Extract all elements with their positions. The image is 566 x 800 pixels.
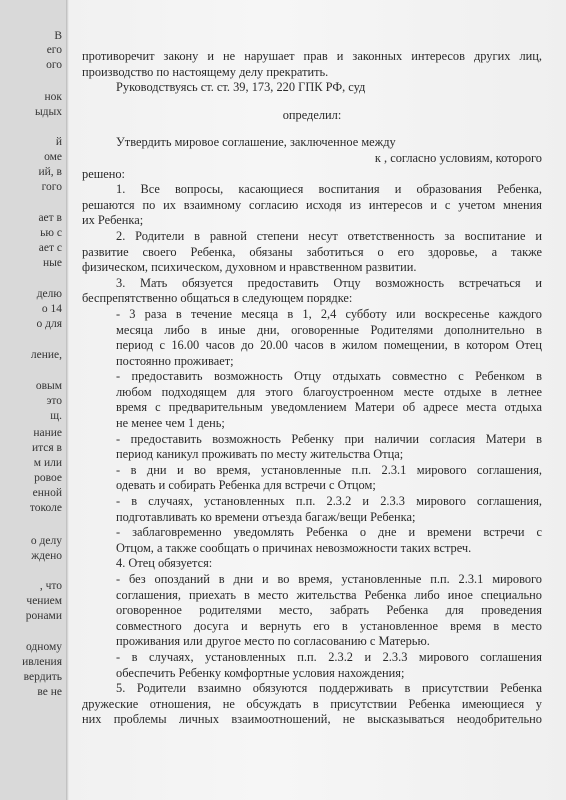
text-line: совместного досуга и вернуть его в установленное время в место: [116, 618, 542, 633]
fragment-line: о делу: [30, 535, 62, 547]
text-line: 1. Все вопросы, касающиеся воспитания и образования Ребенка,: [116, 182, 542, 197]
fragment-line: й: [55, 136, 62, 148]
fragment-line: нок: [44, 91, 62, 103]
paragraph-gap: [82, 96, 542, 108]
fragment-line: ого: [46, 59, 62, 71]
text-line: подготавливать ко времени отъезда багаж/вещи Ребенка;: [116, 509, 416, 524]
text-line: - предоставить возможность Отцу отдыхать совместно с Ребенком в: [116, 369, 542, 384]
fragment-line: оме: [44, 151, 62, 163]
fragment-line: ает с: [38, 242, 62, 254]
fragment-line: ждено: [31, 550, 62, 562]
fragment-line: вердить: [23, 671, 62, 683]
text-line: не менее чем 1 день;: [116, 416, 225, 431]
fragment-line: ронами: [25, 610, 62, 622]
text-line: постоянно проживает;: [116, 353, 234, 368]
text-line: период с 16.00 часов до 20.00 часов в жилом помещении, в котором Отец: [116, 338, 542, 353]
text-line: месяца либо в иные дни, оговоренные Родителями дополнительно в: [116, 322, 542, 337]
text-line: - в случаях, установленных п.п. 2.3.2 и 2.3.3 мирового соглашения,: [116, 494, 542, 509]
text-line: 4. Отец обязуется:: [116, 556, 213, 571]
fragment-line: это: [46, 395, 62, 407]
text-line: решаются по их взаимному согласию исходя из интересов и с учетом мнения: [82, 197, 542, 212]
fragment-line: о 14: [41, 303, 62, 315]
text-line: - 3 раза в течение месяца в 1, 2,4 субботу или воскресенье каждого: [116, 306, 542, 321]
fragment-line: щ.: [50, 410, 62, 422]
text-line: беспрепятственно общаться в следующем порядке:: [82, 291, 353, 306]
text-line: Утвердить мировое соглашение, заключенное между: [116, 135, 396, 150]
fragment-line: В: [54, 30, 62, 42]
fragment-line: о для: [36, 318, 62, 330]
text-line: одевать и собирать Ребенка для встречи с Отцом;: [116, 478, 376, 493]
text-line: - в случаях, установленных п.п. 2.3.2 и 2.3.3 мирового соглашения: [116, 649, 542, 664]
text-line: оговоренное родителями место, забрать Ребенка для проведения: [116, 603, 542, 618]
text-line: - в дни и во время, установленные п.п. 2.3.1 мирового соглашения,: [116, 462, 542, 477]
text-line: - предоставить возможность Ребенку при наличии согласия Матери в: [116, 431, 542, 446]
text-line: производство по настоящему делу прекратить.: [82, 64, 329, 79]
fragment-line: делю: [36, 288, 62, 300]
text-line: Отцом, а также сообщать о причинах невозможности таких встреч.: [116, 540, 472, 555]
fragment-line: ные: [43, 257, 62, 269]
fragment-line: ве не: [37, 686, 62, 698]
text-line: - без опозданий в дни и во время, установленные п.п. 2.3.1 мирового: [116, 572, 542, 586]
fragment-line: ление,: [30, 349, 62, 361]
text-line: физическом, психическом, духовном и нравственном развитии.: [82, 260, 417, 275]
fragment-line: м или: [33, 457, 62, 469]
text-line: к , согласно условиям, которого: [374, 150, 542, 165]
fragment-line: енной: [32, 487, 62, 499]
fragment-line: ровое: [34, 472, 62, 484]
text-line: развитие своего Ребенка, обязаны заботиться о его здоровье, а также: [82, 244, 542, 259]
text-line: обеспечить Ребенку комфортные условия нахождения;: [116, 665, 405, 680]
text-line: время с предварительным уведомлением Матери об адресе места отдыха: [116, 400, 542, 415]
fragment-line: токоле: [29, 502, 62, 514]
fragment-line: ью с: [40, 227, 62, 239]
fragment-line: ится в: [31, 442, 62, 454]
text-line: 3. Мать обязуется предоставить Отцу возможность встречаться и: [116, 275, 542, 290]
text-line: 5. Родители взаимно обязуются поддерживать в присутствии Ребенка: [116, 681, 542, 696]
previous-page-fragment: [0, 0, 68, 800]
text-line: дружеские отношения, не обсуждать в присутствии Ребенка имеющиеся у: [82, 696, 542, 711]
fragment-line: одному: [26, 641, 62, 653]
fragment-line: его: [46, 44, 62, 56]
document-text: [82, 49, 542, 728]
section-heading: определил:: [282, 107, 342, 122]
text-line: решено:: [82, 166, 126, 181]
text-line: - заблаговременно уведомлять Ребенка о дне и времени встречи с: [116, 525, 542, 540]
text-line: них проблемы личных взаимоотношений, не высказываться неодобрительно: [82, 712, 542, 727]
document-page: [69, 0, 566, 800]
fragment-line: нание: [33, 427, 62, 439]
fragment-line: ий, в: [38, 166, 62, 178]
text-line: период каникул проживать по месту жительства Отца;: [116, 447, 404, 462]
text-line: соглашения, приехать в место жительства Ребенка либо иное специально: [116, 587, 542, 602]
text-line: их Ребенка;: [82, 213, 144, 228]
fragment-line: ивления: [22, 656, 62, 668]
text-line: проживания или другое место по согласованию с Матерью.: [116, 634, 430, 649]
text-line: Руководствуясь ст. ст. 39, 173, 220 ГПК РФ, суд: [116, 80, 366, 95]
fragment-line: овым: [35, 380, 62, 392]
fragment-line: ыдых: [34, 106, 62, 118]
fragment-line: , что: [39, 580, 62, 592]
paragraph-gap: [82, 123, 542, 135]
text-line: любом подходящем для этого благоустроенном месте отдыхе в летнее: [116, 384, 542, 399]
text-line: 2. Родители в равной степени несут ответственность за воспитание и: [116, 228, 542, 243]
fragment-line: чением: [26, 595, 62, 607]
fragment-line: гого: [41, 181, 62, 193]
fragment-line: ает в: [38, 212, 62, 224]
text-line: противоречит закону и не нарушает прав и законных интересов других лиц,: [82, 49, 542, 63]
